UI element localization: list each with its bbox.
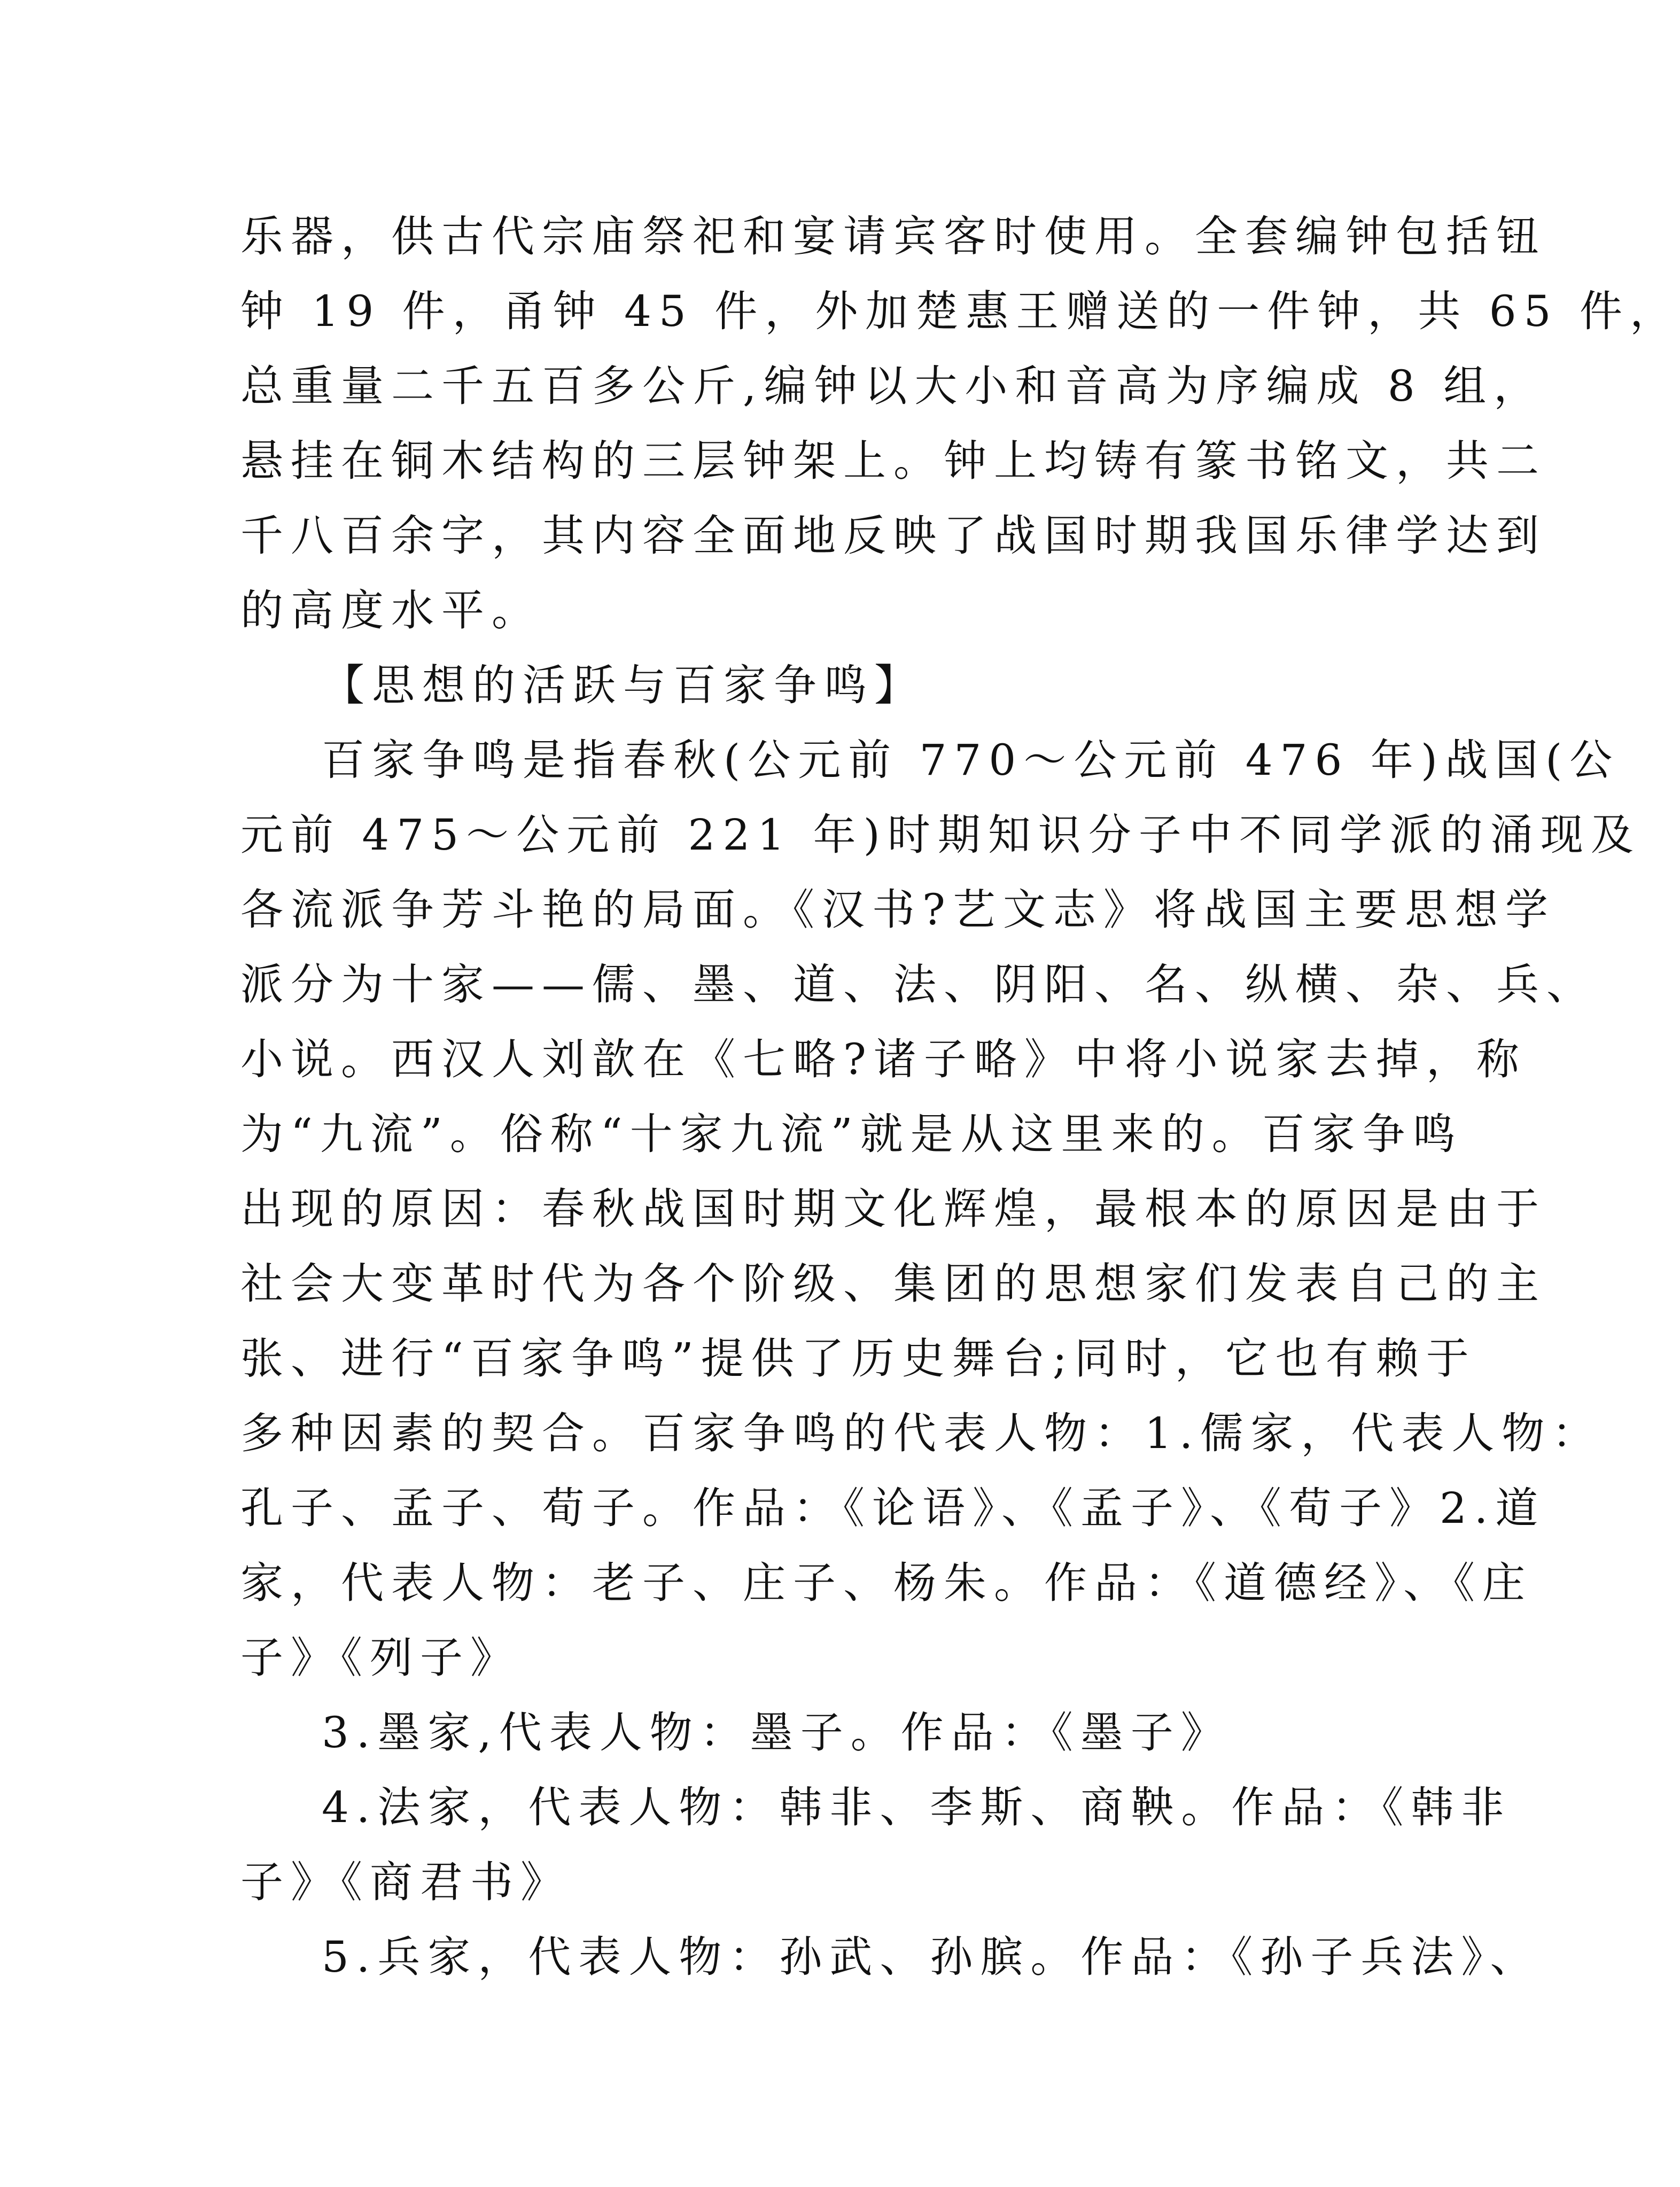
text-line-23: 子》《商君书》	[240, 1857, 571, 1907]
text-line-15: 社会大变革时代为各个阶级、集团的思想家们发表自己的主	[240, 1259, 1546, 1309]
text-line-8: 百家争鸣是指春秋(公元前 770～公元前 476 年)战国(公	[322, 735, 1620, 785]
text-line-4: 悬挂在铜木结构的三层钟架上。钟上均铸有篆书铭文，共二	[240, 436, 1546, 486]
text-line-16: 张、进行“百家争鸣”提供了历史舞台;同时，它也有赖于	[240, 1334, 1476, 1383]
text-line-12: 小说。西汉人刘歆在《七略?诸子略》中将小说家去掉，称	[240, 1034, 1527, 1084]
text-line-13: 为“九流”。俗称“十家九流”就是从这里来的。百家争鸣	[240, 1109, 1463, 1159]
text-line-2: 钟 19 件，甬钟 45 件，外加楚惠王赠送的一件钟，共 65 件，	[240, 286, 1680, 336]
text-line-21: 3.墨家,代表人物：墨子。作品：《墨子》	[322, 1708, 1231, 1757]
text-line-1: 乐器，供古代宗庙祭祀和宴请宾客时使用。全套编钟包括钮	[240, 212, 1546, 261]
text-line-19: 家，代表人物：老子、庄子、杨朱。作品：《道德经》、《庄	[240, 1558, 1533, 1608]
section-heading: 【思想的活跃与百家争鸣】	[322, 660, 924, 710]
text-line-11: 派分为十家——儒、墨、道、法、阴阳、名、纵横、杂、兵、	[240, 960, 1597, 1009]
text-line-18: 孔子、孟子、荀子。作品：《论语》、《孟子》、《荀子》2.道	[240, 1483, 1546, 1533]
text-line-5: 千八百余字，其内容全面地反映了战国时期我国乐律学达到	[240, 511, 1546, 561]
text-line-20: 子》《列子》	[240, 1633, 520, 1683]
text-line-14: 出现的原因：春秋战国时期文化辉煌，最根本的原因是由于	[240, 1184, 1546, 1234]
text-line-3: 总重量二千五百多公斤,编钟以大小和音高为序编成 8 组，	[240, 361, 1544, 411]
text-line-10: 各流派争芳斗艳的局面。《汉书?艺文志》将战国主要思想学	[240, 885, 1555, 935]
text-line-17: 多种因素的契合。百家争鸣的代表人物：1.儒家，代表人物：	[240, 1408, 1603, 1458]
text-line-6: 的高度水平。	[240, 586, 542, 635]
text-line-22: 4.法家，代表人物：韩非、李斯、商鞅。作品：《韩非	[322, 1783, 1512, 1832]
text-line-9: 元前 475～公元前 221 年)时期知识分子中不同学派的涌现及	[240, 810, 1641, 860]
text-line-24: 5.兵家，代表人物：孙武、孙膑。作品：《孙子兵法》、	[322, 1932, 1541, 1982]
